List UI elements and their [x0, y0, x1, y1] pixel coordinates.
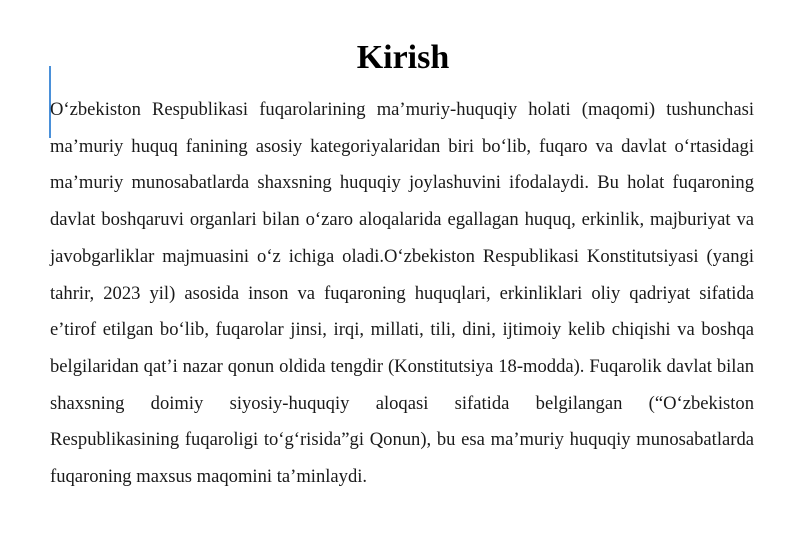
page-title: Kirish [356, 39, 450, 76]
body-paragraph[interactable]: O‘zbekiston Respublikasi fuqarolarining ma’muriy-huquqiy holati (maqomi) tushunchasi ma’muriy huquq fanining asosiy kategoriyalaridan biri bo‘lib, fuqaro va davlat o‘rtasidagi ma’muriy munosabatlarda shaxsning huquqiy joylashuvini ifodalaydi. Bu holat fuqaroning davlat boshqaruvi organlari bilan o‘zaro aloqalarida egallagan huquq, erkinlik, majburiyat va javobgarliklar majmuasini o‘z ichiga oladi.O‘zbekiston Respublikasi Konstitutsiyasi (yangi tahrir, 2023 yil) asosida inson va fuqaroning huquqlari, erkinliklari oliy qadriyat sifatida e’tirof etilgan bo‘lib, fuqarolar jinsi, irqi, millati, tili, dini, ijtimoiy kelib chiqishi va boshqa belgilaridan qat’i nazar qonun oldida tengdir (Konstitutsiya 18-modda). Fuqarolik davlat bilan shaxsning doimiy siyosiy-huquqiy aloqasi sifatida belgilangan (“O‘zbekiston Respublikasining fuqaroligi to‘g‘risida”gi Qonun), bu esa ma’muriy huquqiy munosabatlarda fuqaroning maxsus maqomini ta’minlaydi. [50, 99, 754, 488]
